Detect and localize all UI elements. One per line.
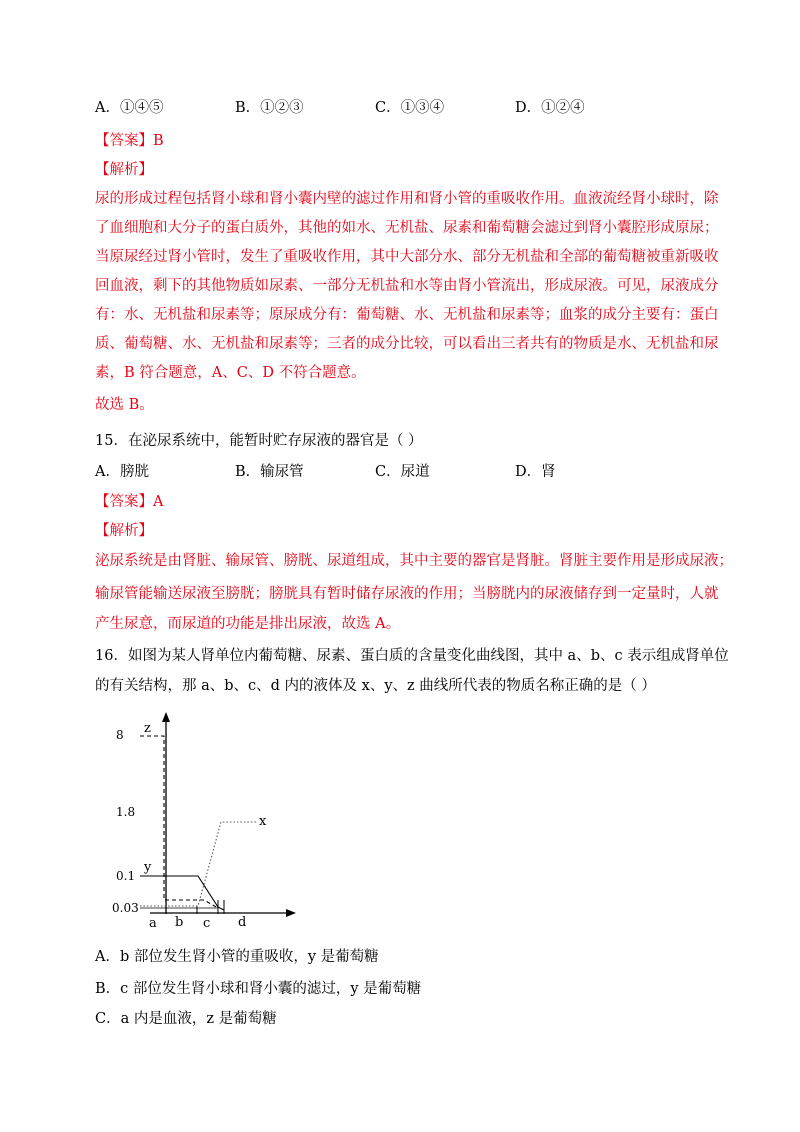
q15-analysis-label: 【解析】 [95, 523, 153, 539]
q15-analysis-line: 输尿管能输送尿液至膀胱；膀胱具有暂时储存尿液的作用；当膀胱内的尿液储存到一定量时，人就 [95, 586, 719, 602]
q14-analysis-line: 了血细胞和大分子的蛋白质外，其他的如水、无机盐、尿素和葡萄糖会滤过到肾小囊腔形成原尿； [95, 220, 719, 236]
x-category-label: d [238, 915, 247, 930]
q15-option-a: A．膀胱 [95, 464, 149, 480]
series-z-line [140, 736, 218, 908]
q14-option-c: C．①③④ [375, 100, 445, 116]
q16-option-b: B．c 部位发生肾小球和肾小囊的滤过，y 是葡萄糖 [95, 981, 422, 997]
q14-option-b: B．①②③ [235, 100, 304, 116]
y-tick-label: 1.8 [116, 805, 136, 819]
q14-analysis-line: 尿的形成过程包括肾小球和肾小囊内壁的滤过作用和肾小管的重吸收作用。血液流经肾小球时，除 [95, 191, 719, 207]
q14-analysis-line: 回血液，剩下的其他物质如尿素、一部分无机盐和水等由肾小管流出，形成尿液。可见，尿液成分 [95, 278, 719, 294]
y-axis-arrow [162, 712, 170, 722]
q15-option-b: B．输尿管 [235, 464, 304, 480]
q14-analysis-label: 【解析】 [95, 162, 153, 178]
q16-stem-line: 16．如图为某人肾单位内葡萄糖、尿素、蛋白质的含量变化曲线图，其中 a、b、c 表示组成肾单位 [95, 648, 729, 664]
q14-answer: 【答案】B [95, 133, 164, 149]
series-y-label: y [144, 860, 152, 875]
series-x-line [140, 822, 256, 906]
x-category-label: b [175, 915, 184, 930]
q14-option-a: A．①④⑤ [95, 100, 164, 116]
q14-analysis-line: 素，B 符合题意，A、C、D 不符合题意。 [95, 365, 366, 381]
q15-analysis-line: 产生尿意，而尿道的功能是排出尿液，故选 A。 [95, 616, 401, 632]
q15-answer: 【答案】A [95, 494, 164, 510]
q14-analysis-line: 故选 B。 [95, 397, 154, 413]
q14-analysis-line: 当原尿经过肾小管时，发生了重吸收作用，其中大部分水、部分无机盐和全部的葡萄糖被重新吸收 [95, 249, 719, 265]
q15-analysis-line: 泌尿系统是由肾脏、输尿管、膀胱、尿道组成，其中主要的器官是肾脏。肾脏主要作用是形成尿液； [95, 553, 733, 569]
q15-stem: 15．在泌尿系统中，能暂时贮存尿液的器官是（ ） [95, 433, 423, 449]
q14-analysis-line: 有：水、无机盐和尿素等；原尿成分有：葡萄糖、水、无机盐和尿素等；血浆的成分主要有：蛋白 [95, 307, 719, 323]
q14-option-d: D．①②④ [515, 100, 585, 116]
x-category-label: a [149, 916, 157, 931]
q15-option-d: D．肾 [515, 464, 556, 480]
q16-option-a: A．b 部位发生肾小管的重吸收，y 是葡萄糖 [95, 949, 379, 965]
q16-stem-line: 的有关结构，那 a、b、c、d 内的液体及 x、y、z 曲线所代表的物质名称正确的是（ ） [95, 678, 656, 694]
x-category-label: c [203, 916, 211, 931]
series-z-label: z [144, 721, 151, 736]
series-x-label: x [259, 814, 267, 829]
y-tick-label: 8 [116, 728, 124, 742]
q14-analysis-line: 质、葡萄糖、水、无机盐和尿素等；三者的成分比较，可以看出三者共有的物质是水、无机盐和尿 [95, 336, 719, 352]
x-axis-arrow [286, 909, 296, 917]
y-tick-label: 0.03 [112, 901, 139, 915]
q16-option-c: C．a 内是血液，z 是葡萄糖 [95, 1011, 277, 1027]
y-tick-label: 0.1 [116, 869, 136, 883]
q15-option-c: C．尿道 [375, 464, 430, 480]
series-y-line [140, 876, 224, 910]
q16-chart [100, 710, 310, 935]
